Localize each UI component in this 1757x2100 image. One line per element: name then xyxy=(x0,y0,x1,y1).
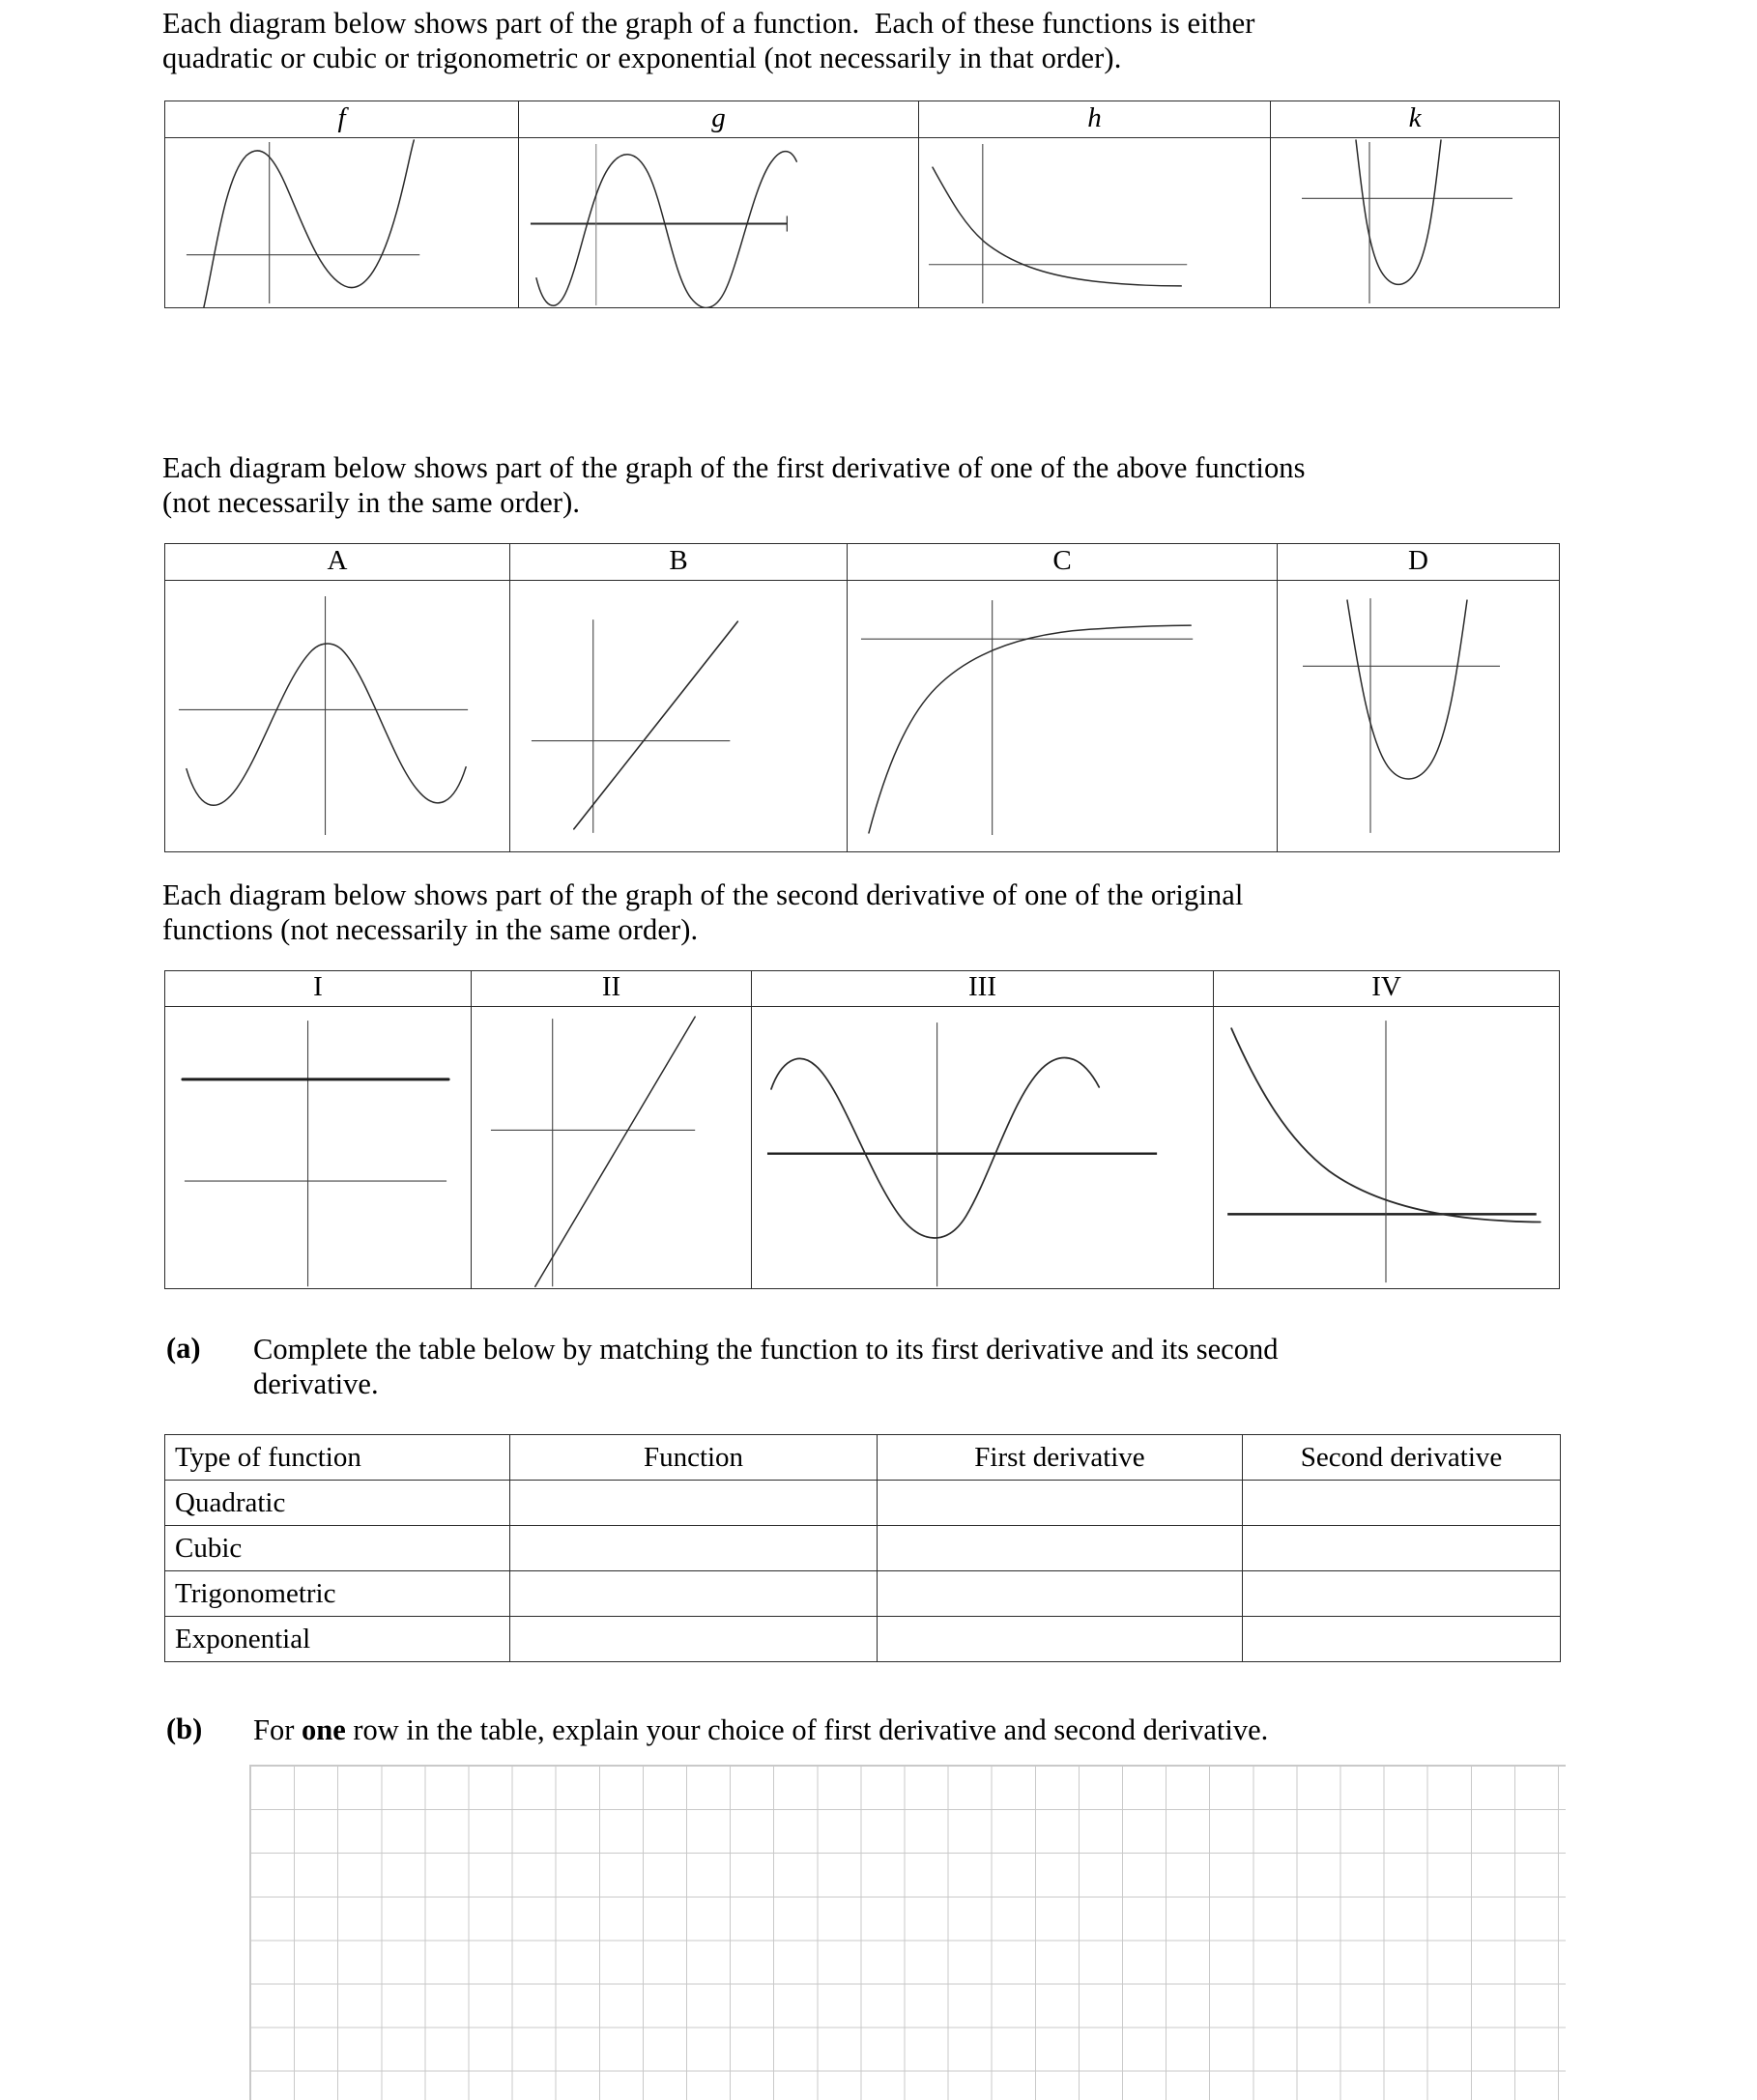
table-cell-cubic-first-derivative[interactable] xyxy=(878,1526,1243,1571)
table-header-type: Type of function xyxy=(165,1435,510,1481)
intro-paragraph-3-line-2: functions (not necessarily in the same order). xyxy=(162,913,699,946)
part-b-text-after: row in the table, explain your choice of first derivative and second derivative. xyxy=(345,1713,1269,1746)
table-cell-quadratic-function[interactable] xyxy=(510,1481,878,1526)
table-header-function: Function xyxy=(510,1435,878,1481)
first-derivative-label-a: A xyxy=(165,544,510,580)
intro-paragraph-3 xyxy=(162,877,1631,947)
graph-panel-iii xyxy=(752,1007,1214,1288)
table-cell-trigonometric-function[interactable] xyxy=(510,1571,878,1617)
first-derivative-body-row xyxy=(165,581,1559,851)
part-a-text-line-2: derivative. xyxy=(253,1367,379,1400)
graph-panel-c xyxy=(848,581,1278,851)
second-derivative-graphs-strip xyxy=(164,970,1560,1289)
table-row-label-quadratic: Quadratic xyxy=(165,1481,510,1526)
second-derivative-label-iv: IV xyxy=(1371,971,1401,1003)
graph-panel-d xyxy=(1278,581,1559,851)
intro-paragraph-2-line-1: Each diagram below shows part of the graph of the first derivative of one of the above functions xyxy=(162,451,1306,484)
table-cell-quadratic-first-derivative[interactable] xyxy=(878,1481,1243,1526)
function-graphs-strip xyxy=(164,101,1560,308)
table-cell-exponential-function[interactable] xyxy=(510,1617,878,1662)
graph-panel-h xyxy=(919,138,1271,307)
table-cell-exponential-first-derivative[interactable] xyxy=(878,1617,1243,1662)
part-b-text-line xyxy=(253,1712,1635,1747)
part-b-text xyxy=(253,1712,1635,1747)
matching-answer-table xyxy=(164,1434,1561,1662)
table-row xyxy=(165,1481,1561,1526)
table-cell-quadratic-second-derivative[interactable] xyxy=(1243,1481,1561,1526)
table-cell-cubic-second-derivative[interactable] xyxy=(1243,1526,1561,1571)
intro-paragraph-2-line-2: (not necessarily in the same order). xyxy=(162,486,581,519)
first-derivative-label-c: C xyxy=(848,544,1278,580)
intro-paragraph-2 xyxy=(162,450,1631,520)
second-derivative-header-row xyxy=(165,971,1559,1007)
second-derivative-label-ii: II xyxy=(472,971,752,1006)
first-derivative-graphs-strip xyxy=(164,543,1560,852)
part-a-text xyxy=(253,1332,1635,1401)
table-row xyxy=(165,1571,1561,1617)
graph-panel-g xyxy=(519,138,919,307)
part-b-text-before: For xyxy=(253,1713,302,1746)
graph-panel-f xyxy=(165,138,519,307)
table-row xyxy=(165,1526,1561,1571)
table-row-label-cubic: Cubic xyxy=(165,1526,510,1571)
table-cell-trigonometric-second-derivative[interactable] xyxy=(1243,1571,1561,1617)
graph-panel-a xyxy=(165,581,510,851)
part-b-text-bold: one xyxy=(302,1713,346,1746)
first-derivative-label-b: B xyxy=(510,544,848,580)
intro-paragraph-3-line-1: Each diagram below shows part of the graph of the second derivative of one of the original xyxy=(162,878,1244,911)
function-label-f: f xyxy=(165,101,519,137)
table-header-first: First derivative xyxy=(878,1435,1243,1481)
first-derivative-label-d: D xyxy=(1408,545,1428,576)
table-cell-cubic-function[interactable] xyxy=(510,1526,878,1571)
first-derivative-header-row xyxy=(165,544,1559,581)
graph-panel-iv xyxy=(1214,1007,1559,1288)
table-row-label-exponential: Exponential xyxy=(165,1617,510,1662)
graph-panel-ii xyxy=(472,1007,752,1288)
graph-panel-b xyxy=(510,581,848,851)
table-cell-exponential-second-derivative[interactable] xyxy=(1243,1617,1561,1662)
part-b-marker: (b) xyxy=(166,1712,203,1745)
second-derivative-label-i: I xyxy=(165,971,472,1006)
function-label-h: h xyxy=(919,101,1271,137)
function-graphs-header-row xyxy=(165,101,1559,138)
table-cell-trigonometric-first-derivative[interactable] xyxy=(878,1571,1243,1617)
part-a-text-line-1: Complete the table below by matching the function to its first derivative and its second xyxy=(253,1333,1279,1366)
graph-panel-k xyxy=(1271,138,1559,307)
intro-paragraph-1-line-1: Each diagram below shows part of the graph of a function. Each of these functions is either xyxy=(162,7,1255,40)
function-label-k: k xyxy=(1408,102,1422,133)
answer-grid-area[interactable] xyxy=(249,1765,1566,2100)
graph-panel-i xyxy=(165,1007,472,1288)
part-a-marker: (a) xyxy=(166,1332,201,1365)
table-header-row xyxy=(165,1435,1561,1481)
table-row-label-trigonometric: Trigonometric xyxy=(165,1571,510,1617)
table-row xyxy=(165,1617,1561,1662)
intro-paragraph-1-line-2: quadratic or cubic or trigonometric or exponential (not necessarily in that order). xyxy=(162,42,1122,74)
table-header-second: Second derivative xyxy=(1243,1435,1561,1481)
second-derivative-body-row xyxy=(165,1007,1559,1288)
function-label-g: g xyxy=(519,101,919,137)
intro-paragraph-1 xyxy=(162,6,1631,75)
second-derivative-label-iii: III xyxy=(752,971,1214,1006)
function-graphs-body-row xyxy=(165,138,1559,307)
